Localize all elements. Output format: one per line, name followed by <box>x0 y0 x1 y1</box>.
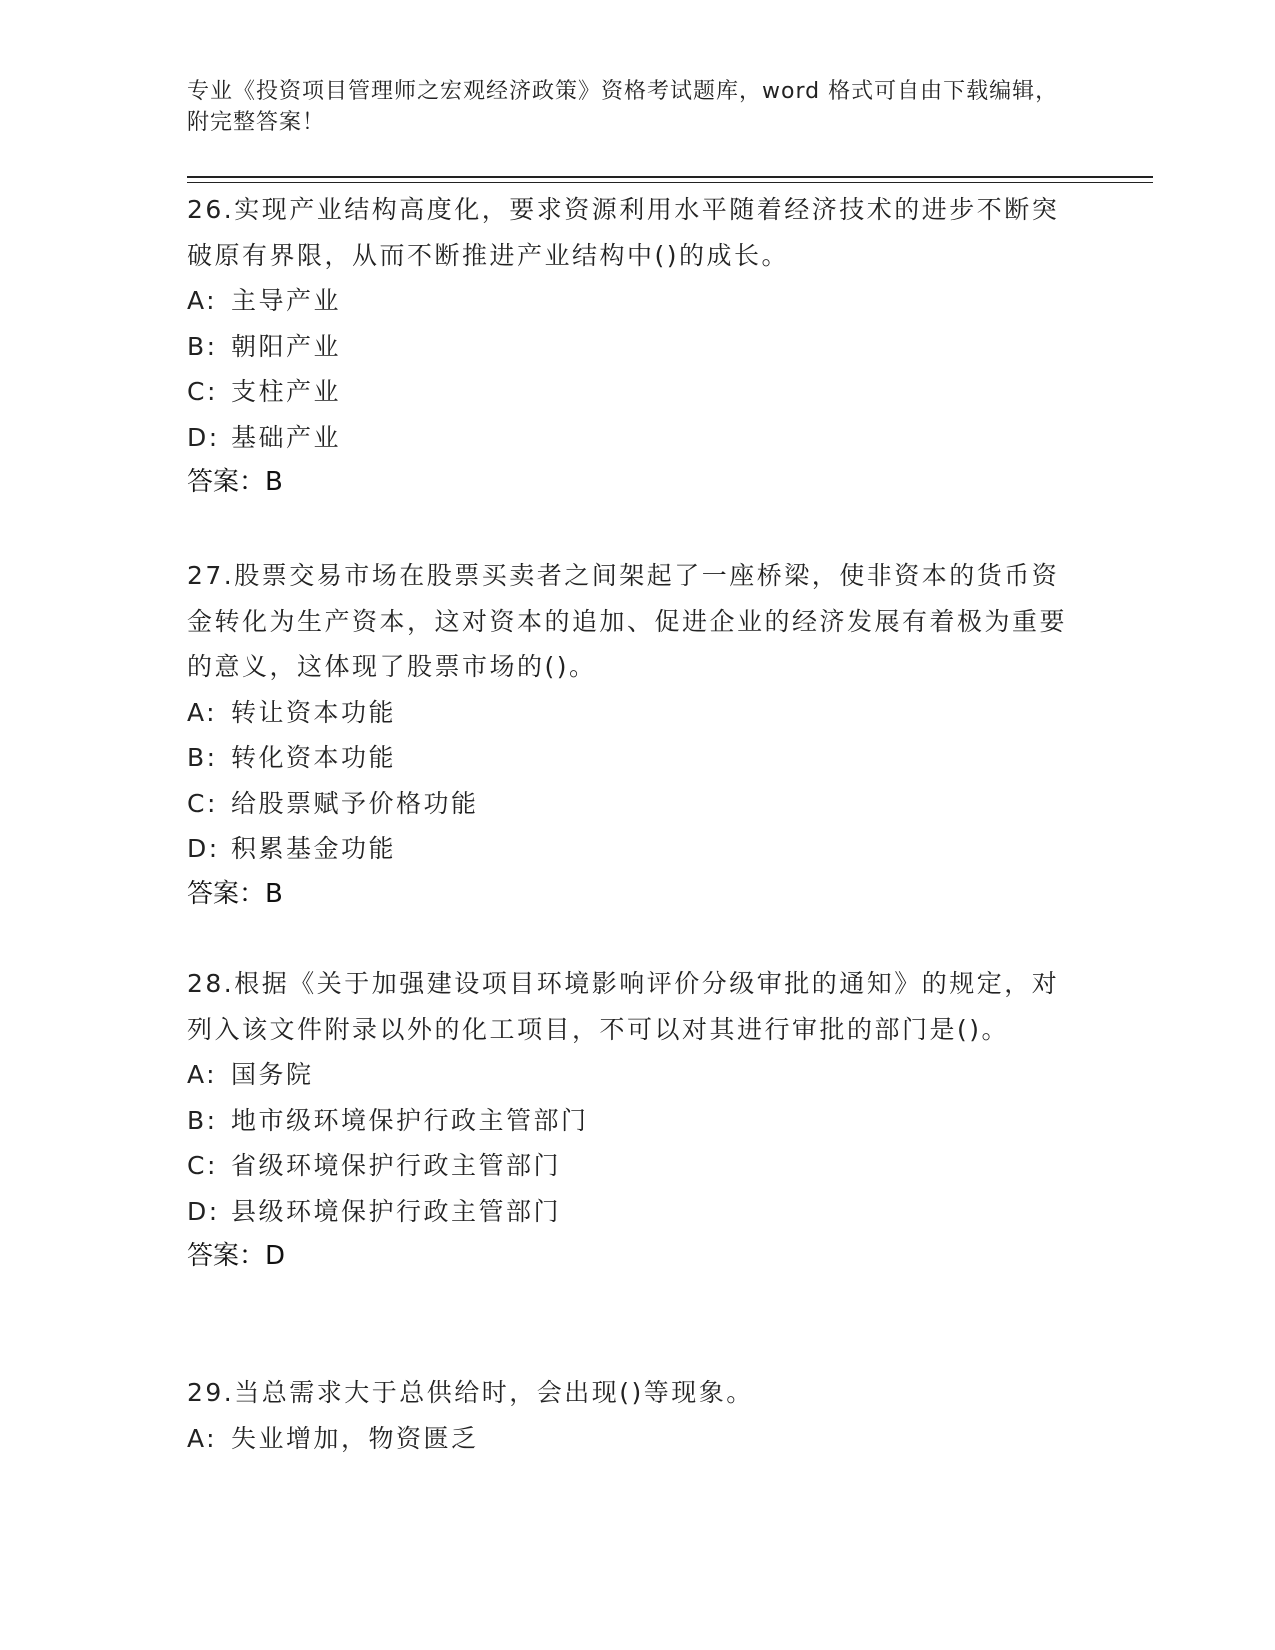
header-divider-bottom <box>187 182 1153 183</box>
question-stem: 28.根据《关于加强建设项目环境影响评价分级审批的通知》的规定，对列入该文件附录以外的化工项目，不可以对其进行审批的部门是()。 <box>187 969 1060 1044</box>
option-letter: C: <box>187 377 218 406</box>
option-text: 转化资本功能 <box>231 743 397 772</box>
option-text: 地市级环境保护行政主管部门 <box>231 1105 589 1135</box>
option-a <box>187 1416 1067 1462</box>
option-letter: B: <box>187 331 218 361</box>
header-divider-top <box>187 176 1153 178</box>
option-d <box>187 415 1067 461</box>
question-29 <box>187 1370 1067 1461</box>
option-b <box>187 1098 1067 1144</box>
option-text: 县级环境保护行政主管部门 <box>231 1196 562 1226</box>
answer-line: 答案：B <box>187 467 283 497</box>
option-text: 支柱产业 <box>231 377 342 406</box>
option-a <box>187 278 1067 324</box>
option-letter: D: <box>187 422 220 452</box>
option-text: 基础产业 <box>231 422 342 452</box>
question-stem: 29.当总需求大于总供给时，会出现()等现象。 <box>187 1378 754 1407</box>
option-letter: C: <box>187 788 218 818</box>
option-text: 国务院 <box>231 1060 314 1089</box>
option-text: 给股票赋予价格功能 <box>231 788 479 818</box>
option-text: 朝阳产业 <box>231 331 342 361</box>
option-a <box>187 690 1067 736</box>
option-letter: D: <box>187 834 220 863</box>
option-letter: A: <box>187 697 218 727</box>
option-text: 省级环境保护行政主管部门 <box>231 1151 562 1180</box>
option-c <box>187 1143 1067 1189</box>
option-a <box>187 1052 1067 1098</box>
question-27 <box>187 553 1067 917</box>
option-d <box>187 1189 1067 1235</box>
option-text: 失业增加，物资匮乏 <box>231 1423 479 1453</box>
option-b <box>187 735 1067 781</box>
question-28 <box>187 961 1067 1279</box>
option-letter: A: <box>187 286 218 315</box>
answer-line: 答案：D <box>187 1241 286 1271</box>
option-letter: D: <box>187 1196 220 1226</box>
option-text: 积累基金功能 <box>231 834 397 863</box>
option-letter: C: <box>187 1151 218 1180</box>
option-c <box>187 781 1067 827</box>
option-text: 转让资本功能 <box>231 697 397 727</box>
option-letter: B: <box>187 743 218 772</box>
option-d <box>187 826 1067 872</box>
question-26 <box>187 187 1067 505</box>
option-letter: A: <box>187 1423 218 1453</box>
option-letter: A: <box>187 1060 218 1089</box>
option-b <box>187 324 1067 370</box>
answer-line: 答案：B <box>187 878 283 909</box>
option-c <box>187 369 1067 415</box>
question-stem: 26.实现产业结构高度化，要求资源利用水平随着经济技术的进步不断突破原有界限，从而不断推进产业结构中()的成长。 <box>187 195 1060 270</box>
option-text: 主导产业 <box>231 286 342 315</box>
option-letter: B: <box>187 1105 218 1135</box>
document-intro: 专业《投资项目管理师之宏观经济政策》资格考试题库，word 格式可自由下载编辑，附完整答案！ <box>187 79 1059 135</box>
question-stem: 27.股票交易市场在股票买卖者之间架起了一座桥梁，使非资本的货币资金转化为生产资本，这对资本的追加、促进企业的经济发展有着极为重要的意义，这体现了股票市场的()。 <box>187 561 1068 681</box>
